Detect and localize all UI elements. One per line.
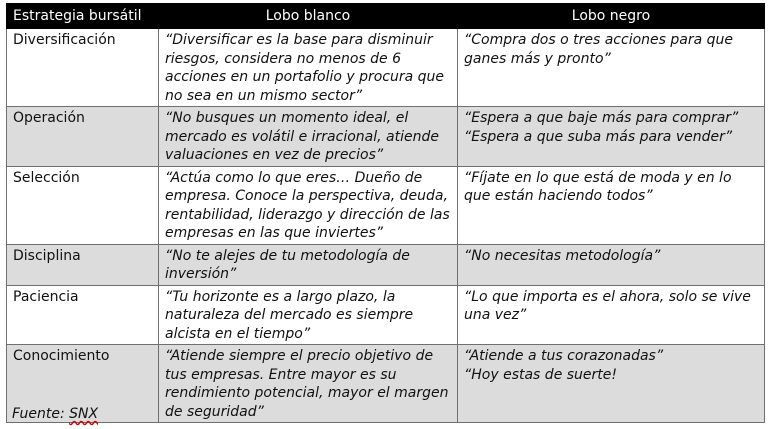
quote-text: “Hoy estas de suerte! — [464, 366, 618, 383]
quote-text: “Tu horizonte es a largo plazo, la naturaleza del mercado es siempre alcista en el tiempo” — [165, 288, 414, 342]
quote-text: “No necesitas metodología” — [464, 247, 661, 264]
quote-text: “Espera a que baje más para comprar” — [464, 110, 739, 126]
source-prefix: Fuente: — [12, 406, 70, 422]
lobo-blanco-cell — [159, 29, 458, 107]
lobo-negro-cell — [458, 244, 765, 285]
lobo-blanco-cell — [159, 107, 458, 167]
table-row — [7, 244, 765, 285]
header-lobo-blanco: Lobo blanco — [159, 4, 458, 29]
strategy-cell: Diversificación — [7, 29, 159, 107]
quote-text: “Lo que importa es el ahora, solo se vive una vez” — [464, 288, 751, 323]
lobo-blanco-cell — [159, 244, 458, 285]
header-lobo-negro: Lobo negro — [458, 4, 765, 29]
source-name: SNX — [69, 406, 99, 422]
strategy-cell: Conocimiento — [7, 345, 159, 423]
quote-text: “Espera a que suba más para vender” — [464, 128, 733, 145]
strategy-cell: Paciencia — [7, 285, 159, 345]
quote-text: “Atiende siempre el precio objetivo de tus empresas. Entre mayor es su rendimiento potencial, mayor el margen de seguridad” — [165, 348, 449, 420]
table-header — [7, 4, 765, 29]
quote-text: “No busques un momento ideal, el mercado es volátil e irracional, atiende valuaciones en vez de precios” — [165, 110, 439, 163]
lobo-blanco-cell — [159, 285, 458, 345]
lobo-negro-cell — [458, 29, 765, 107]
strategy-cell: Operación — [7, 107, 159, 167]
table-row — [7, 29, 765, 107]
strategy-cell: Selección — [7, 166, 159, 244]
quote-text: “Diversificar es la base para disminuir riesgos, considera no menos de 6 acciones en un portafolio y procura que no sea en un mismo sector” — [165, 32, 445, 104]
table-body — [7, 29, 765, 423]
table-row — [7, 345, 765, 423]
lobo-negro-cell — [458, 345, 765, 423]
quote-text: “Compra dos o tres acciones para que ganes más y pronto” — [464, 32, 734, 67]
header-strategy: Estrategia bursátil — [7, 4, 159, 29]
quote-text: “Atiende a tus corazonadas” — [464, 348, 664, 364]
table-row — [7, 166, 765, 244]
quote-text: “Fíjate en lo que está de moda y en lo que están haciendo todos” — [464, 169, 732, 204]
lobo-blanco-cell — [159, 166, 458, 244]
table-row — [7, 285, 765, 345]
lobo-negro-cell — [458, 107, 765, 167]
lobo-blanco-cell — [159, 345, 458, 423]
quote-text: “No te alejes de tu metodología de inversión” — [165, 247, 410, 282]
quote-text: “Actúa como lo que eres… Dueño de empresa. Conoce la perspectiva, deuda, rentabilidad, liderazgo y dirección de las empresas en las que inviertes” — [165, 169, 450, 241]
source-note — [12, 406, 98, 422]
lobo-negro-cell — [458, 166, 765, 244]
table-row — [7, 107, 765, 167]
strategy-cell: Disciplina — [7, 244, 159, 285]
strategy-comparison-table — [6, 3, 765, 423]
lobo-negro-cell — [458, 285, 765, 345]
